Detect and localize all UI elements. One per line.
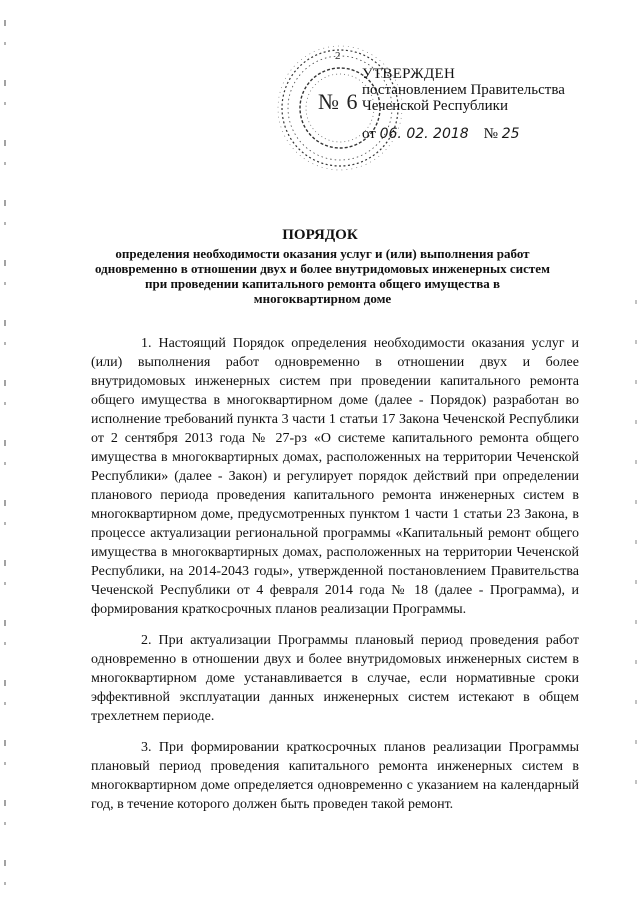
document-title: ПОРЯДОК	[282, 227, 358, 243]
handwritten-date: 06. 02. 2018	[379, 126, 469, 142]
paragraph-1: 1. Настоящий Порядок определения необходимости оказания услуг и (или) выполнения работ одновременно в отношении двух и более внутридомовых инженерных систем при проведении капитального ремонта общего имущества в многоквартирном доме (далее - Порядок) разработан во исполнение требований пункта 3 части 1 статьи 17 Закона Чеченской Республики от 2 сентября 2013 года № 27-рз «О системе капитального ремонта общего имущества в многоквартирных домах, расположенных на территории Чеченской Республики» (далее - Закон) и регулирует порядок действий при определении планового периода проведения капитального ремонта инженерных систем в многоквартирном доме, предусмотренных пунктом 1 части 1 статьи 23 Закона, в процессе актуализации региональной программы «Капитальный ремонт общего имущества в многоквартирных домах, расположенных на территории Чеченской Республики, на 2014-2043 годы», утвержденной постановлением Правительства Чеченской Республики от 4 февраля 2014 года № 18 (далее - Программа), и формирования краткосрочных планов реализации Программы.	[91, 336, 579, 617]
handwritten-number: 25	[501, 126, 520, 142]
date-prefix: от	[362, 126, 376, 142]
scan-edge-right	[635, 300, 637, 800]
approval-title: УТВЕРЖДЕН	[362, 66, 456, 82]
seal-registration-number: № 6	[318, 89, 359, 114]
approval-date-line	[362, 126, 622, 142]
approval-line-1: постановлением Правительства	[362, 82, 565, 98]
scan-edge-left	[4, 20, 6, 900]
paragraph-3: 3. При формировании краткосрочных планов реализации Программы плановый период проведения капитального ремонта инженерных систем в многоквартирном доме определяется одновременно с указанием на календарный год, в течение которого должен быть проведен такой ремонт.	[91, 740, 579, 812]
paragraph-2: 2. При актуализации Программы плановый период проведения работ одновременно в отношении двух и более внутридомовых инженерных систем в многоквартирном доме устанавливается в случае, если нормативные сроки эффективной эксплуатации данных инженерных систем истекают в общем трехлетнем периоде.	[91, 633, 579, 724]
approval-block	[362, 66, 622, 142]
document-body	[91, 334, 579, 826]
number-prefix: №	[483, 126, 498, 142]
seal-top-digit: 2	[335, 50, 341, 62]
approval-line-2: Чеченской Республики	[362, 98, 508, 114]
document-subtitle: определения необходимости оказания услуг и (или) выполнения работ одновременно в отношении двух и более внутридомовых инженерных систем при проведении капитального ремонта общего имущества в многоквартирном доме	[95, 246, 550, 306]
